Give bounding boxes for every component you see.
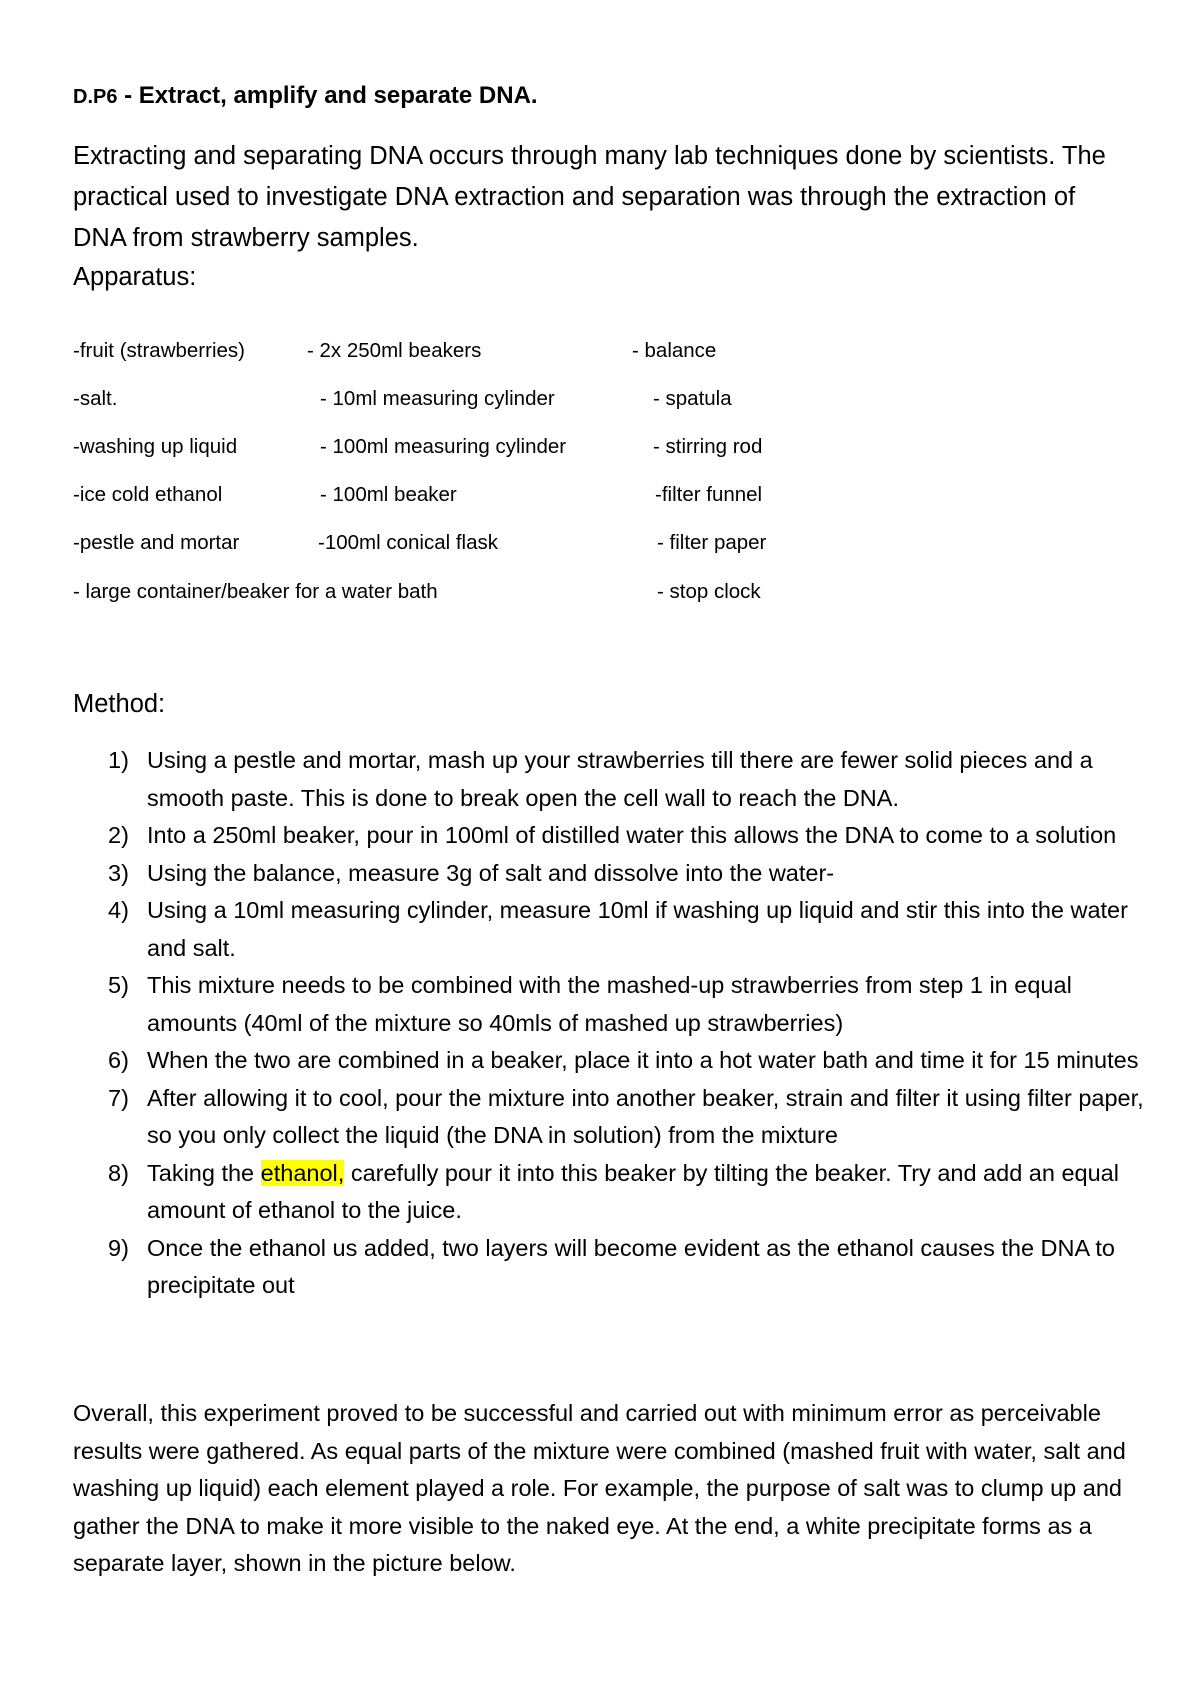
step-number: 7) xyxy=(108,1084,129,1111)
apparatus-item: -salt. xyxy=(73,387,118,410)
step-number: 5) xyxy=(108,972,129,998)
method-step xyxy=(0,1230,1147,1305)
step-number: 8) xyxy=(108,1159,129,1186)
method-step xyxy=(0,855,1147,893)
highlighted-word: ethanol, xyxy=(260,1159,345,1186)
method-step xyxy=(0,1080,1147,1155)
apparatus-item: -washing up liquid xyxy=(73,435,238,458)
conclusion-paragraph: Overall, this experiment proved to be successful and carried out with minimum error as perceivable results were gathered. As equal parts of the mixture were combined (mashed fruit with water, salt and washing up liquid) each element played a role. For example, the purpose of salt was to clump up and gather the DNA to make it more visible to the naked eye. At the end, a white precipitate forms as a separate layer, shown in the picture below. xyxy=(73,1400,1126,1576)
step-text: Using the balance, measure 3g of salt and dissolve into the water- xyxy=(147,859,835,886)
step-text: After allowing it to cool, pour the mixture into another beaker, strain and filter it using filter paper, so you only collect the liquid (the DNA in solution) from the mixture xyxy=(147,1084,1144,1148)
apparatus-item: - balance xyxy=(632,339,717,362)
apparatus-item: - filter paper xyxy=(657,531,767,554)
step-text-post: carefully pour it into this beaker by tilting the beaker. Try and add an equal amount of ethanol to the juice. xyxy=(147,1159,1126,1223)
apparatus-item: - spatula xyxy=(653,387,732,410)
step-text: When the two are combined in a beaker, place it into a hot water bath and time it for 15 minutes xyxy=(147,1047,1139,1073)
apparatus-item: - stirring rod xyxy=(653,435,763,458)
method-step xyxy=(0,967,1147,1042)
step-number: 4) xyxy=(108,897,129,923)
step-text: This mixture needs to be combined with the mashed-up strawberries from step 1 in equal amounts (40ml of the mixture so 40mls of mashed up strawberries) xyxy=(147,972,1072,1036)
method-steps xyxy=(0,742,1200,1305)
method-step xyxy=(0,817,1147,855)
step-text: Using a pestle and mortar, mash up your strawberries till there are fewer solid pieces and a smooth paste. This is done to break open the cell wall to reach the DNA. xyxy=(147,747,1093,811)
step-text: Into a 250ml beaker, pour in 100ml of distilled water this allows the DNA to come to a solution xyxy=(147,822,1117,848)
apparatus-heading: Apparatus: xyxy=(73,263,197,291)
apparatus-item: -ice cold ethanol xyxy=(73,483,223,506)
method-step xyxy=(0,1155,1147,1230)
step-number: 6) xyxy=(108,1047,129,1073)
method-step xyxy=(0,892,1147,967)
method-heading: Method: xyxy=(73,690,166,718)
method-step xyxy=(0,1042,1147,1080)
apparatus-item: -fruit (strawberries) xyxy=(73,339,245,362)
apparatus-item: - 10ml measuring cylinder xyxy=(320,387,555,410)
apparatus-item: - stop clock xyxy=(657,580,761,603)
step-text-pre: Taking the xyxy=(147,1159,261,1186)
title-separator: - xyxy=(117,82,139,109)
step-text: Once the ethanol us added, two layers will become evident as the ethanol causes the DNA to precipitate out xyxy=(147,1234,1115,1298)
apparatus-item: -filter funnel xyxy=(655,483,763,506)
step-number: 3) xyxy=(108,859,129,886)
step-number: 9) xyxy=(108,1234,129,1261)
apparatus-item: - 100ml beaker xyxy=(320,483,457,506)
step-number: 1) xyxy=(108,747,129,773)
title-code: D.P6 xyxy=(73,86,118,108)
step-text: Using a 10ml measuring cylinder, measure 10ml if washing up liquid and stir this into the water and salt. xyxy=(147,897,1128,961)
title-text: Extract, amplify and separate DNA. xyxy=(138,82,538,109)
page-title xyxy=(73,82,538,110)
apparatus-item: -100ml conical flask xyxy=(318,531,499,554)
apparatus-item: - large container/beaker for a water bath xyxy=(73,580,438,603)
apparatus-item: - 100ml measuring cylinder xyxy=(320,435,567,458)
method-step xyxy=(0,742,1147,817)
apparatus-item: -pestle and mortar xyxy=(73,531,240,554)
step-number: 2) xyxy=(108,822,129,848)
apparatus-item: - 2x 250ml beakers xyxy=(307,339,482,362)
intro-paragraph: Extracting and separating DNA occurs through many lab techniques done by scientists. The practical used to investigate DNA extraction and separation was through the extraction of DNA from strawberry samples. xyxy=(73,142,1106,252)
